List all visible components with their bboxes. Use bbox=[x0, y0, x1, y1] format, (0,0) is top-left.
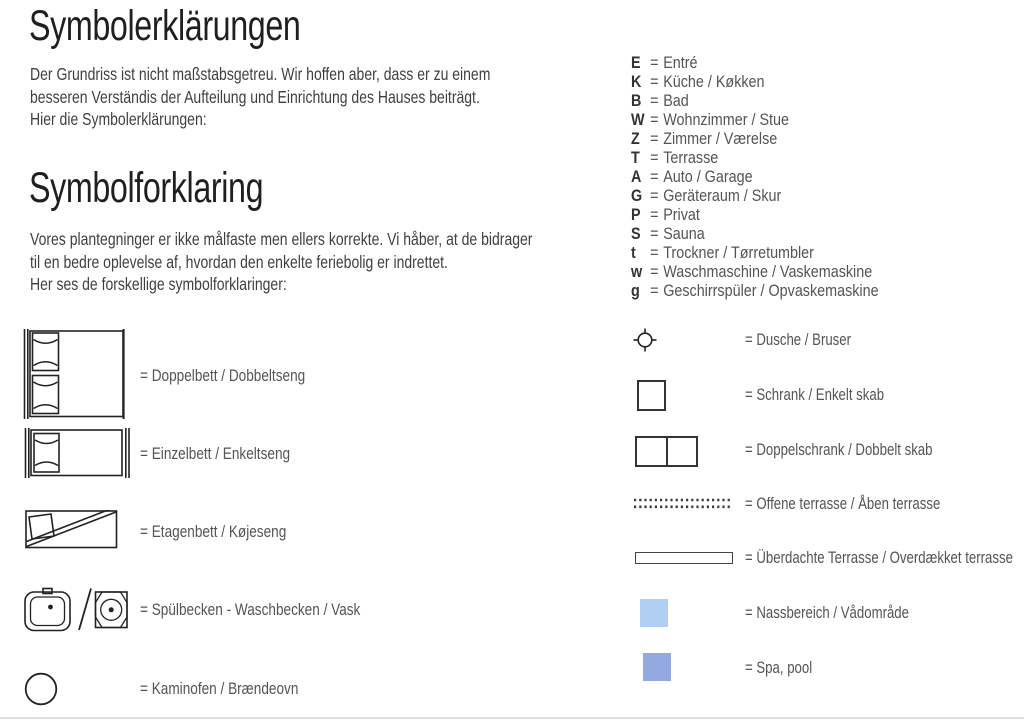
letter-key-row bbox=[631, 73, 879, 92]
equals-sign: = bbox=[650, 92, 659, 110]
key-letter: t bbox=[631, 244, 636, 262]
letter-key-row bbox=[631, 244, 879, 263]
letter-key-row bbox=[631, 206, 879, 225]
double-wardrobe-divider bbox=[666, 438, 668, 465]
german-intro-line2: besseren Verständis der Aufteilung und Einrichtung des Hauses beiträgt. bbox=[30, 86, 480, 107]
bottom-divider bbox=[0, 717, 1024, 719]
key-letter: T bbox=[631, 149, 640, 167]
key-label: Wohnzimmer / Stue bbox=[663, 111, 789, 129]
key-letter: P bbox=[631, 206, 641, 224]
german-intro-line1: Der Grundriss ist nicht maßstabsgetreu. Wir hoffen aber, dass er zu einem bbox=[30, 64, 491, 84]
key-label: Terrasse bbox=[663, 149, 719, 167]
equals-sign: = bbox=[650, 244, 659, 262]
open-terrace-icon bbox=[633, 497, 732, 510]
covered-terrace-icon bbox=[635, 552, 733, 564]
danish-intro-line1: Vores plantegninger er ikke målfaste men ellers korrekte. Vi håber, at de bidrager bbox=[30, 229, 533, 249]
equals-sign: = bbox=[650, 54, 659, 72]
covered-terrace-label: = Überdachte Terrasse / Overdækket terrasse bbox=[745, 549, 1013, 567]
danish-intro-line3: Her ses de forskellige symbolforklaringer: bbox=[30, 274, 287, 295]
letter-key-row bbox=[631, 54, 879, 73]
key-letter: Z bbox=[631, 130, 640, 148]
equals-sign: = bbox=[650, 263, 659, 281]
double-bed-label: = Doppelbett / Dobbeltseng bbox=[140, 366, 306, 385]
key-label: Entré bbox=[663, 54, 698, 72]
equals-sign: = bbox=[650, 206, 659, 224]
key-label: Sauna bbox=[663, 225, 705, 243]
danish-intro bbox=[30, 228, 658, 296]
double-wardrobe-label: = Doppelschrank / Dobbelt skab bbox=[745, 441, 933, 459]
danish-intro-line2: til en bedre oplevelse af, hvordan den enkelte feriebolig er indrettet. bbox=[30, 251, 448, 272]
equals-sign: = bbox=[650, 225, 659, 243]
spa-pool-icon bbox=[643, 653, 671, 681]
letter-key-row bbox=[631, 263, 879, 282]
open-terrace-label: = Offene terrasse / Åben terrasse bbox=[745, 495, 941, 513]
key-label: Geräteraum / Skur bbox=[663, 187, 782, 205]
spa-pool-label: = Spa, pool bbox=[745, 659, 813, 677]
key-label: Zimmer / Værelse bbox=[663, 130, 778, 148]
danish-title: Symbolforklaring bbox=[29, 164, 264, 212]
letter-key-row bbox=[631, 282, 879, 301]
letter-key-row bbox=[631, 168, 879, 187]
key-letter: B bbox=[631, 92, 642, 110]
key-letter: w bbox=[631, 263, 643, 281]
wet-area-icon bbox=[640, 599, 668, 627]
single-wardrobe-icon bbox=[637, 380, 666, 411]
key-label: Privat bbox=[663, 206, 700, 224]
german-title: Symbolerklärungen bbox=[29, 2, 301, 50]
german-intro bbox=[30, 63, 605, 131]
double-bed-icon bbox=[23, 329, 127, 419]
letter-key-row bbox=[631, 149, 879, 168]
equals-sign: = bbox=[650, 282, 659, 300]
key-label: Waschmaschine / Vaskemaskine bbox=[663, 263, 873, 281]
key-letter: E bbox=[631, 54, 641, 72]
key-letter: S bbox=[631, 225, 641, 243]
key-label: Trockner / Tørretumbler bbox=[663, 244, 814, 262]
single-bed-label: = Einzelbett / Enkeltseng bbox=[140, 444, 291, 463]
single-bed-icon bbox=[24, 428, 132, 478]
key-letter: K bbox=[631, 73, 642, 91]
key-letter: g bbox=[631, 282, 640, 300]
equals-sign: = bbox=[650, 149, 659, 167]
equals-sign: = bbox=[650, 187, 659, 205]
key-letter: G bbox=[631, 187, 643, 205]
sink-washbasin-label: = Spülbecken - Waschbecken / Vask bbox=[140, 600, 361, 619]
key-label: Bad bbox=[663, 92, 689, 110]
bunk-bed-icon bbox=[25, 510, 118, 549]
single-wardrobe-label: = Schrank / Enkelt skab bbox=[745, 386, 885, 404]
shower-label: = Dusche / Bruser bbox=[745, 331, 852, 349]
shower-icon bbox=[631, 326, 659, 354]
key-label: Geschirrspüler / Opvaskemaskine bbox=[663, 282, 879, 300]
key-letter: A bbox=[631, 168, 642, 186]
german-intro-line3: Hier die Symbolerklärungen: bbox=[30, 109, 207, 130]
key-letter: W bbox=[631, 111, 645, 129]
wood-stove-icon bbox=[24, 672, 58, 706]
wet-area-label: = Nassbereich / Vådområde bbox=[745, 604, 909, 622]
key-label: Auto / Garage bbox=[663, 168, 753, 186]
letter-key-row bbox=[631, 130, 879, 149]
sink-washbasin-icon bbox=[24, 586, 128, 633]
equals-sign: = bbox=[650, 168, 659, 186]
equals-sign: = bbox=[650, 130, 659, 148]
letter-key-row bbox=[631, 225, 879, 244]
letter-key-row bbox=[631, 187, 879, 206]
letter-key bbox=[631, 54, 916, 301]
key-label: Küche / Køkken bbox=[663, 73, 765, 91]
bunk-bed-label: = Etagenbett / Køjeseng bbox=[140, 522, 287, 541]
letter-key-row bbox=[631, 92, 879, 111]
equals-sign: = bbox=[650, 111, 659, 129]
letter-key-row bbox=[631, 111, 879, 130]
equals-sign: = bbox=[650, 73, 659, 91]
wood-stove-label: = Kaminofen / Brændeovn bbox=[140, 679, 299, 698]
double-wardrobe-icon bbox=[635, 436, 698, 467]
